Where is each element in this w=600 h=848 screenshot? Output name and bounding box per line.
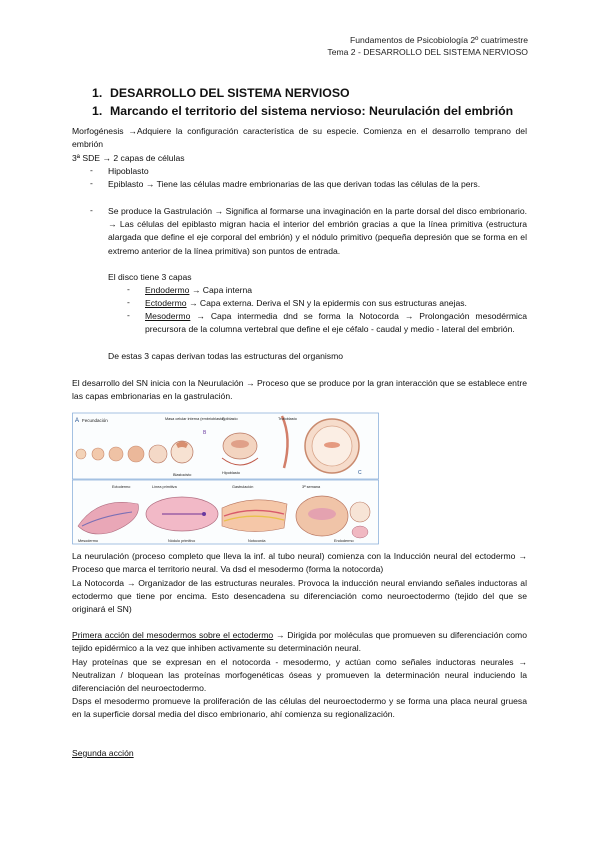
allantois xyxy=(352,526,368,538)
figure-label-epiblasto: Epiblasto xyxy=(222,417,238,421)
figure-label-notocorda: Notocorda xyxy=(248,539,266,543)
four-cell-stage xyxy=(109,447,123,461)
early-blastocyst xyxy=(149,445,167,463)
capa-ectodermo xyxy=(145,297,527,310)
figure-label-fecundacion: Fecundación xyxy=(82,418,108,423)
capa-endodermo xyxy=(145,284,527,297)
proliferacion-paragraph: Dsps el mesodermo promueve la proliferación de las células del neuroectodermo y se forma una placa neural gruesa en la superficie dorsal media del disco embrionario, ahí comienza su regionalización. xyxy=(72,696,527,720)
bullet-dash: - xyxy=(90,178,93,188)
heading-1-text: DESARROLLO DEL SISTEMA NERVIOSO xyxy=(110,86,350,100)
primera-accion-heading: Primera acción del mesodermos sobre el ectodermo xyxy=(72,630,274,640)
heading-1 xyxy=(92,86,350,100)
figure-label-a: A xyxy=(75,418,80,424)
embryo-development-figure xyxy=(72,408,379,546)
heading-2 xyxy=(92,104,513,118)
primera-accion-text: → Dirigida por moléculas que promueven su diferenciación como tejido epidérmico a la vez que inhiben activamente su determinación neural. xyxy=(72,630,527,654)
derivan-line: De estas 3 capas derivan todas las estructuras del organismo xyxy=(108,351,344,361)
bullet-hipoblasto: Hipoblasto xyxy=(108,166,149,176)
figure-label-trofoblasto: Trofoblasto xyxy=(278,417,297,421)
bullet-epiblasto: Epiblasto → Tiene las células madre embrionarias de las que derivan todas las células de la pers. xyxy=(108,179,481,189)
figure-label-hipoblasto: Hipoblasto xyxy=(222,471,240,475)
capa-name: Ectodermo xyxy=(145,298,187,308)
morula xyxy=(128,446,144,462)
capa-name: Mesodermo xyxy=(145,311,191,321)
page-header xyxy=(327,34,528,58)
capa-desc: → Capa intermedia dnd se forma la Notocorda → Prolongación mesodérmica precursora de la columna vertebral que define el eje céfalo - caudal y medio - lateral del embrión. xyxy=(145,311,527,335)
zygote-cell xyxy=(76,449,86,459)
morfogenesis-paragraph: Morfogénesis →Adquiere la configuración característica de su especie. Comienza en el desarrollo temprano del embrión xyxy=(72,126,527,150)
figure-label-gastrulacion: Gastrulación xyxy=(232,485,254,489)
heading-2-number: 1. xyxy=(92,104,103,118)
figure-label-masa: Masa celular interna (embrioblasto) xyxy=(165,417,225,421)
header-topic: Tema 2 - DESARROLLO DEL SISTEMA NERVIOSO xyxy=(327,47,528,57)
figure-label-linea: Línea primitiva xyxy=(152,485,177,489)
bullet-dash: - xyxy=(90,205,93,215)
figure-label-ectodermo: Ectodermo xyxy=(112,485,131,489)
figure-label-endodermo: Endodermo xyxy=(334,539,354,543)
sub-bullet-dash: - xyxy=(127,297,130,307)
sub-bullet-dash: - xyxy=(127,284,130,294)
disco-capas: El disco tiene 3 capas xyxy=(108,272,192,282)
sub-bullet-dash: - xyxy=(127,310,130,320)
capa-name: Endodermo xyxy=(145,285,190,295)
segunda-accion-heading xyxy=(72,747,527,760)
primera-accion-paragraph xyxy=(72,629,527,655)
figure-label-nodulo: Nódulo primitivo xyxy=(168,539,196,543)
yolk-sac xyxy=(350,502,370,522)
figure-label-mesodermo: Mesodermo xyxy=(78,539,99,543)
embryonic-disc xyxy=(324,442,340,448)
capa-desc: → Capa externa. Deriva el SN y la epidermis con sus estructuras anejas. xyxy=(186,298,467,308)
bilaminar-disc xyxy=(231,440,249,448)
figure-label-c: C xyxy=(358,470,362,476)
bullet-gastrulacion: Se produce la Gastrulación → Significa al formarse una invaginación en la parte dorsal del disco embrionario. → Las células del epiblasto migran hacia el interior del embrión gracias a que la línea primitiva (estructura alargada que define el eje corporal del embrión) y el nódulo primitivo (pequeña depresión que se forma en el extremo anterior de la línea primitiva) son puntos de entrada. xyxy=(108,206,527,256)
sde-line: 3ª SDE → 2 capas de células xyxy=(72,153,185,163)
neurulacion-paragraph: El desarrollo del SN inicia con la Neurulación → Proceso que se produce por la gran interacción que se establece entre las capas embrionarias en la gastrulación. xyxy=(72,378,527,402)
bullet-dash: - xyxy=(90,165,93,175)
header-course: Fundamentos de Psicobiología 2º cuatrimestre xyxy=(350,35,528,45)
two-cell-stage xyxy=(92,448,104,460)
notochord-region xyxy=(308,508,336,520)
notocorda-paragraph: La Notocorda → Organizador de las estructuras neurales. Provoca la inducción neural enviando señales inductoras al ectodermo que tiene por encima. Esto desencadena su diferenciación como neuroectodermo (tejido del que se originará el SN) xyxy=(72,578,527,615)
segunda-accion-text: Segunda acción xyxy=(72,748,134,758)
figure-label-semana: 3ª semana xyxy=(302,485,321,489)
heading-2-text: Marcando el territorio del sistema nervioso: Neurulación del embrión xyxy=(110,104,514,118)
primitive-node xyxy=(202,512,206,516)
neurulacion-induccion-paragraph: La neurulación (proceso completo que lleva la inf. al tubo neural) comienza con la Inducción neural del ectodermo → Proceso que marca el territorio neural. Va dsd el mesodermo (forma la notocorda) xyxy=(72,551,527,575)
capa-desc: → Capa interna xyxy=(189,285,253,295)
figure-label-blastocisto: Blastocisto xyxy=(173,473,192,477)
figure-label-b: B xyxy=(203,430,207,436)
heading-1-number: 1. xyxy=(92,86,103,100)
capa-mesodermo xyxy=(145,310,527,336)
proteinas-paragraph: Hay proteínas que se expresan en el notocorda - mesodermo, y actúan como señales inductoras neurales → Neutralizan / bloquean las proteínas morfogenéticas óseas y promueven la determinación neural induciendo la diferenciación del neuroectodermo. xyxy=(72,657,527,694)
